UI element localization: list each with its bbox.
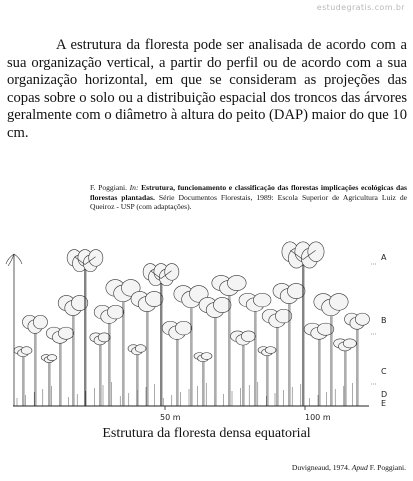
tree [58,295,88,406]
figure-source [292,463,406,472]
tree [162,321,192,406]
main-paragraph [7,37,407,143]
tree-drawings [6,242,370,406]
layer-label-a: A [381,253,387,262]
source-name: F. Poggiani. [369,463,406,472]
paragraph-text: A estrutura da floresta pode ser analisada de acordo com a sua organização vertical, a partir do perfil ou de acordo com a sua organização horizontal, em que se consideram as projeções das copas sobre o solo ou a distribuição espacial dos troncos das árvores geralmente com o diâmetro à altura do peito (DAP) maior do que 10 cm. [7,37,407,141]
layer-label-d: D [381,390,388,399]
tree [345,313,370,406]
layer-label-c: C [381,367,387,376]
scale-label-100: 100 m [305,413,331,422]
citation [90,183,407,212]
forest-profile-drawing [5,234,409,432]
citation-rest: Série Documentos Florestais, 1989: Escola Superior de Agricultura Luiz de Queiroz - USP (com adaptações). [90,192,408,212]
tree [194,353,212,406]
tree [94,305,124,406]
tree [199,297,231,406]
emergent-tree [67,250,103,406]
watermark: estudegratis.com.br [316,3,405,12]
tree [304,323,334,406]
tree [90,333,110,406]
citation-author: F. Poggiani. [90,183,128,192]
scale-label-50: 50 m [160,413,181,422]
tree [334,339,357,406]
tree [273,283,305,406]
citation-in: In: [129,183,139,192]
source-apud: Apud [351,463,368,472]
tree [14,347,32,406]
tree [258,347,276,406]
source-author: Duvigneaud, 1974. [291,463,350,472]
tree [41,355,57,406]
tree [128,345,146,406]
citation-title: Estrutura, funcionamento e classificação das florestas implicações ecológicas das florestas plantadas. [90,183,408,202]
forest-profile-figure [5,234,409,432]
tree [231,331,256,406]
layer-label-e: E [381,399,387,408]
figure-caption: Estrutura da floresta densa equatorial [102,426,311,441]
emergent-tree [282,242,324,406]
layer-label-b: B [381,316,387,325]
